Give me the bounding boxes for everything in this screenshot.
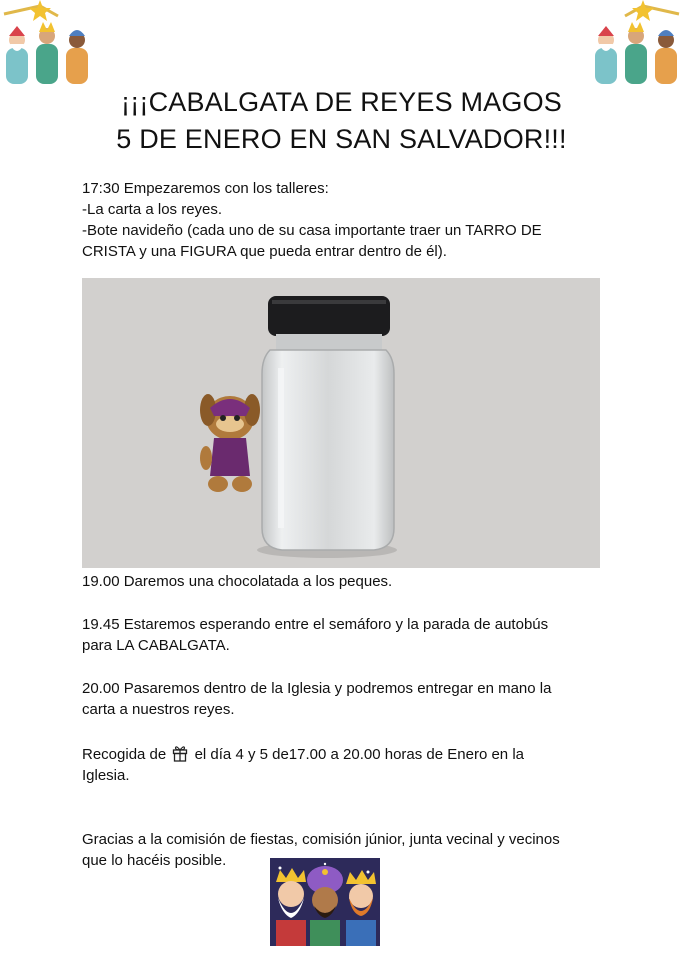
thanks-line-2: que lo hacéis posible. xyxy=(82,852,227,869)
page-title xyxy=(40,84,643,158)
workshops-intro: 17:30 Empezaremos con los talleres: xyxy=(82,180,329,197)
pickup-prefix: Recogida de xyxy=(82,746,167,763)
three-kings-corner-right xyxy=(589,0,683,88)
thanks-line-1: Gracias a la comisión de fiestas, comisión júnior, junta vecinal y vecinos xyxy=(82,831,560,848)
iglesia-line-1: 20.00 Pasaremos dentro de la Iglesia y podremos entregar en mano la xyxy=(82,680,552,697)
cabalgata-line-2: para LA CABALGATA. xyxy=(82,637,230,654)
gift-icon xyxy=(172,745,188,762)
cabalgata-text xyxy=(82,614,602,656)
workshops-section xyxy=(82,178,602,262)
jar-and-figure-photo xyxy=(82,278,600,568)
workshop-letter: -La carta a los reyes. xyxy=(82,201,223,218)
chocolatada-text xyxy=(82,571,602,592)
title-line-1: ¡¡¡CABALGATA DE REYES MAGOS xyxy=(121,87,562,117)
workshop-jar-line-2: CRISTA y una FIGURA que pueda entrar dentro de él). xyxy=(82,243,447,260)
iglesia-line-2: carta a nuestros reyes. xyxy=(82,701,235,718)
three-kings-bottom-illustration xyxy=(270,858,380,946)
workshop-jar-line-1: -Bote navideño (cada uno de su casa importante traer un TARRO DE xyxy=(82,222,542,239)
pickup-text xyxy=(82,744,602,786)
pickup-line-2: Iglesia. xyxy=(82,767,130,784)
title-line-2: 5 DE ENERO EN SAN SALVADOR!!! xyxy=(116,124,567,154)
chocolatada-line: 19.00 Daremos una chocolatada a los peques. xyxy=(82,573,393,590)
cabalgata-line-1: 19.45 Estaremos esperando entre el semáforo y la parada de autobús xyxy=(82,616,549,633)
three-kings-corner-left xyxy=(0,0,94,88)
iglesia-text xyxy=(82,678,602,720)
pickup-line-1 xyxy=(82,744,602,765)
pickup-suffix: el día 4 y 5 de17.00 a 20.00 horas de Enero en la xyxy=(194,746,524,763)
